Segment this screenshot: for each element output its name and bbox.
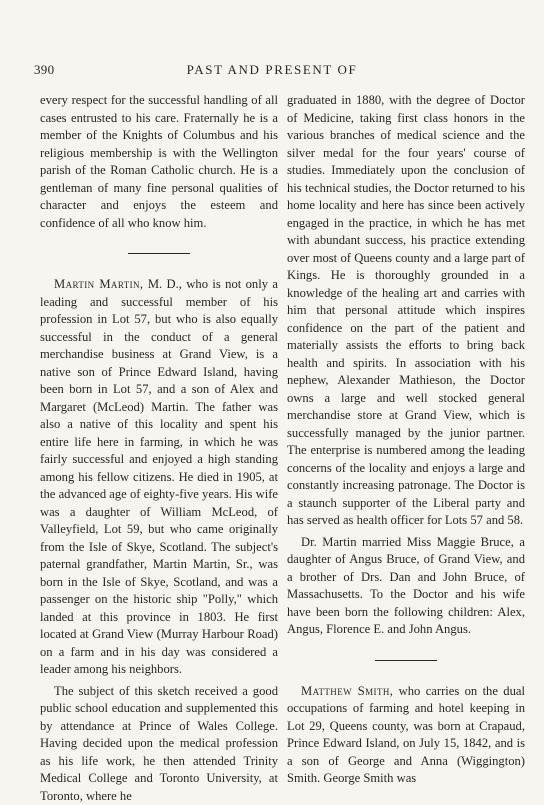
right-column [287, 92, 525, 788]
section-divider [375, 660, 437, 661]
left-column [40, 92, 278, 805]
paragraph-smith-intro [287, 683, 525, 788]
subject-name-martin: Martin Martin, [54, 277, 143, 291]
paragraph-career: graduated in 1880, with the degree of Doctor of Medicine, taking first class honors in the various branches of medical science and the silver medal for the four years' course of studies. Immediately upon the conclusion of his technical studies, the Doctor returned to his home locality and here has since been actively engaged in the practice, in which he has met with abundant success, his practice extending over most of Queens county and a large part of Kings. He is thoroughly grounded in a knowledge of the healing art and carries with him that personal attitude which inspires confidence on the part of the patient and materially assists the efforts to bring back health and spirits. In association with his nephew, Alexander Mathieson, the Doctor owns a large and well stocked general merchandise store at Grand View, which is successfully managed by the junior partner. The enterprise is numbered among the leading concerns of the locality and enjoys a large and constantly increasing patronage. The Doctor is a staunch supporter of the Liberal party and has served as health officer for Lots 57 and 58. [287, 92, 525, 530]
paragraph-education: The subject of this sketch received a good public school education and supplemented this by attendance at Prince of Wales College. Having decided upon the medical profession as his life work, he then attended Trinity Medical College and Toronto University, at Toronto, where he [40, 683, 278, 805]
paragraph-martin-intro [40, 276, 278, 679]
section-divider [128, 253, 190, 254]
paragraph-family: Dr. Martin married Miss Maggie Bruce, a daughter of Angus Bruce, of Grand View, and a brother of Drs. Dan and John Bruce, of Massachusetts. To the Doctor and his wife have been born the following children: Alex, Angus, Florence E. and John Angus. [287, 534, 525, 639]
running-title: PAST AND PRESENT OF [0, 62, 544, 78]
paragraph-continued: every respect for the successful handling of all cases entrusted to his care. Fraternally he is a member of the Knights of Columbus and his religious membership is with the Wellington parish of the Roman Catholic church. He is a gentleman of many fine personal qualities of character and enjoys the esteem and confidence of all who know him. [40, 92, 278, 232]
page-number: 390 [34, 62, 54, 78]
subject-name-smith: Matthew Smith, [301, 684, 393, 698]
smith-intro-text: who carries on the dual occupations of farming and hotel keeping in Lot 29, Queens county, was born at Crapaud, Prince Edward Island, on July 15, 1842, and is a son of George and Anna (Wiggington) Smith. George Smith was [287, 684, 525, 786]
martin-intro-text: M. D., who is not only a leading and successful member of his profession in Lot 57, but who is also equally successful in the conduct of a general merchandise business at Grand View, is a native son of Prince Edward Island, having been born in Lot 57, and a son of Alex and Margaret (McLeod) Martin. The father was also a native of this locality and spent his entire life here in farming, in which he was fairly successful and enjoyed a high standing among his fellow citizens. He died in 1905, at the advanced age of eighty-five years. His wife was a daughter of William McLeod, of Valleyfield, Lot 59, but who came originally from the Isle of Skye, Scotland. The subject's paternal grandfather, Martin Martin, Sr., was born in the Isle of Skye, Scotland, and was a passenger on the historic ship "Polly," which landed at this province in 1803. He first located at Grand View (Murray Harbour Road) on a farm and in his day was considered a leader among his neighbors. [40, 277, 278, 676]
